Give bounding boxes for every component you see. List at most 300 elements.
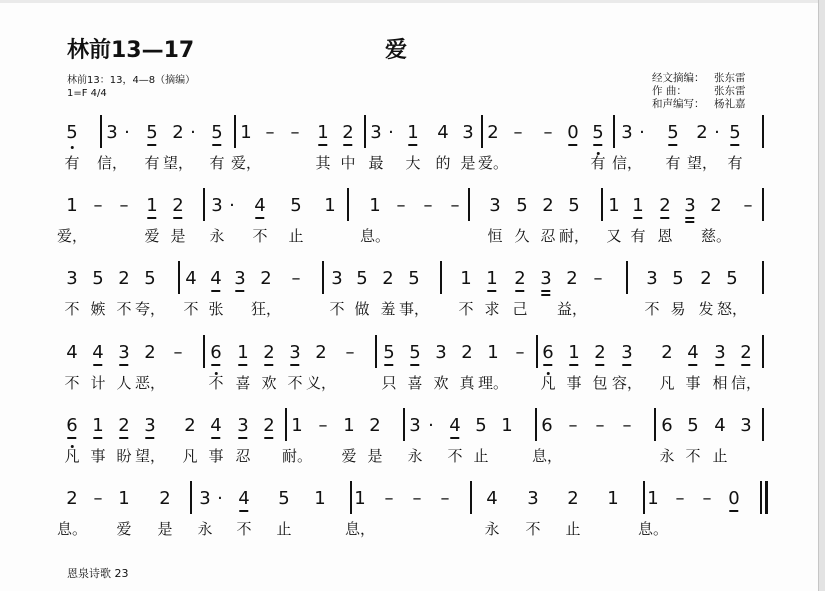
note: 6 — [210, 343, 221, 363]
underline-eighth — [67, 437, 76, 439]
note: 6 — [66, 416, 77, 436]
note: 1 — [460, 268, 472, 289]
underline-eighth — [410, 364, 419, 366]
note: 2 — [159, 488, 171, 509]
bar-line — [762, 335, 764, 368]
lyrics-line — [0, 519, 760, 539]
note: · — [428, 415, 434, 436]
note: 2 — [740, 343, 751, 363]
bar-line — [613, 115, 615, 148]
note: – — [290, 122, 300, 143]
bar-line — [643, 481, 645, 514]
lyric-syllable: 永 — [197, 520, 213, 538]
note: 5 — [92, 268, 104, 289]
bar-line — [535, 408, 537, 441]
bar-line — [654, 408, 656, 441]
underline-eighth — [145, 437, 154, 439]
bar-line — [760, 481, 762, 514]
note: 3 — [211, 195, 223, 216]
note: · — [124, 122, 130, 143]
lyric-syllable: 有 — [144, 154, 160, 172]
note: 5 — [667, 123, 678, 143]
note: 3 — [234, 269, 245, 289]
lyric-syllable: 息， — [531, 447, 563, 465]
note: 2 — [514, 269, 525, 289]
underline-eighth — [147, 217, 156, 219]
bar-line — [626, 261, 628, 294]
bar-line — [481, 115, 483, 148]
underline-eighth — [93, 437, 102, 439]
lyric-syllable: 止 — [712, 447, 728, 465]
underline-eighth — [593, 144, 602, 146]
note: 3 — [331, 268, 343, 289]
note: – — [568, 415, 578, 436]
lyric-syllable: 是 — [367, 447, 383, 465]
lyric-syllable: 欢 — [261, 374, 277, 392]
note: · — [217, 488, 223, 509]
underline-eighth — [633, 217, 642, 219]
lyric-syllable: 包 — [592, 374, 608, 392]
key-signature: 1=F 4/4 — [67, 88, 107, 99]
lyric-syllable: 望， — [162, 154, 194, 172]
lyric-syllable: 不 — [64, 300, 80, 318]
bar-line — [100, 115, 102, 148]
lyric-syllable: 事， — [398, 300, 430, 318]
note: – — [595, 415, 605, 436]
lyric-syllable: 不 — [525, 520, 541, 538]
note: 3 — [621, 343, 632, 363]
note: 3 — [527, 488, 539, 509]
note: 0 — [567, 123, 578, 143]
note: 1 — [317, 123, 328, 143]
lyric-syllable: 有 — [630, 227, 646, 245]
lyric-syllable: 止 — [473, 447, 489, 465]
lyric-syllable: 永 — [484, 520, 500, 538]
note: 5 — [290, 195, 302, 216]
note: 3 — [740, 415, 752, 436]
note: 4 — [185, 268, 197, 289]
bar-line — [285, 408, 287, 441]
lyric-syllable: 中 — [340, 154, 356, 172]
note: 2 — [263, 416, 274, 436]
lyric-syllable: 喜 — [407, 374, 423, 392]
note: 6 — [542, 343, 553, 363]
bar-line — [470, 481, 472, 514]
lyrics-line — [0, 373, 760, 393]
note: 1 — [66, 195, 78, 216]
lyric-syllable: 只 — [381, 374, 397, 392]
lyric-syllable: 爱， — [230, 154, 262, 172]
bar-line — [403, 408, 405, 441]
lyric-syllable: 凡 — [540, 374, 556, 392]
note: 2 — [461, 342, 473, 363]
lyric-syllable: 嫉 — [90, 300, 106, 318]
note: 3 — [621, 122, 633, 143]
lyric-syllable: 羞 — [380, 300, 396, 318]
note: 1 — [324, 195, 336, 216]
bar-line — [203, 335, 205, 368]
note: 2 — [696, 122, 708, 143]
lyric-syllable: 望， — [134, 447, 166, 465]
lyric-syllable: 的 — [435, 154, 451, 172]
underline-eighth — [568, 144, 577, 146]
note: 4 — [486, 488, 498, 509]
credits — [652, 72, 802, 111]
lyric-syllable: 又 — [606, 227, 622, 245]
lyric-syllable: 不 — [329, 300, 345, 318]
note: 4 — [210, 269, 221, 289]
note: 5 — [211, 123, 222, 143]
underline-eighth — [384, 364, 393, 366]
lyric-syllable: 永 — [209, 227, 225, 245]
lyric-syllable: 忍 — [540, 227, 556, 245]
lyric-syllable: 久 — [514, 227, 530, 245]
note: 2 — [487, 122, 499, 143]
lyric-syllable: 忍 — [235, 447, 251, 465]
underline-eighth — [450, 437, 459, 439]
lyric-syllable: 凡 — [182, 447, 198, 465]
lyric-syllable: 有 — [590, 154, 606, 172]
lyric-syllable: 止 — [276, 520, 292, 538]
lyric-syllable: 是 — [460, 154, 476, 172]
lyrics-line — [0, 153, 760, 173]
note: 1 — [501, 415, 513, 436]
underline-eighth — [119, 437, 128, 439]
underline-eighth — [569, 364, 578, 366]
underline-eighth — [238, 437, 247, 439]
lyric-syllable: 不 — [116, 300, 132, 318]
note: – — [743, 195, 753, 216]
lyric-syllable: 求 — [484, 300, 500, 318]
note: 1 — [608, 195, 620, 216]
note: 3 — [289, 343, 300, 363]
underline-eighth — [318, 144, 327, 146]
note: 1 — [237, 343, 248, 363]
lyric-syllable: 不 — [685, 447, 701, 465]
note: 2 — [659, 196, 670, 216]
underline-eighth — [685, 217, 694, 219]
note: 4 — [449, 416, 460, 436]
note: 2 — [369, 415, 381, 436]
lyric-syllable: 狂， — [250, 300, 282, 318]
lyric-syllable: 有 — [64, 154, 80, 172]
note: 4 — [92, 343, 103, 363]
note: 3 — [435, 342, 447, 363]
lyric-syllable: 有 — [209, 154, 225, 172]
note: – — [543, 122, 553, 143]
bar-line — [440, 261, 442, 294]
underline-eighth — [93, 364, 102, 366]
bar-line — [762, 115, 764, 148]
lyric-syllable: 永 — [659, 447, 675, 465]
lyric-syllable: 盼 — [116, 447, 132, 465]
lyric-syllable: 不 — [208, 374, 224, 392]
underline-eighth — [729, 510, 738, 512]
note: 1 — [354, 488, 366, 509]
note: 1 — [407, 123, 418, 143]
note: 5 — [144, 268, 156, 289]
lyric-syllable: 喜 — [235, 374, 251, 392]
lyric-syllable: 止 — [565, 520, 581, 538]
lyric-syllable: 事 — [566, 374, 582, 392]
note: – — [318, 415, 328, 436]
lyrics-line — [0, 446, 760, 466]
underline-eighth — [264, 364, 273, 366]
note: 1 — [647, 488, 659, 509]
note: – — [119, 195, 129, 216]
note: 2 — [172, 122, 184, 143]
note: 2 — [260, 268, 272, 289]
lyric-syllable: 不 — [183, 300, 199, 318]
note: 4 — [687, 343, 698, 363]
note: 0 — [728, 489, 739, 509]
underline-eighth — [238, 364, 247, 366]
underline-eighth — [741, 364, 750, 366]
note: 2 — [172, 196, 183, 216]
note: – — [345, 342, 355, 363]
note: 1 — [486, 269, 497, 289]
note: – — [173, 342, 183, 363]
lyric-syllable: 己 — [512, 300, 528, 318]
note: 5 — [672, 268, 684, 289]
song-reference-title: 林前13—17 — [67, 38, 195, 63]
note: 2 — [263, 343, 274, 363]
lyric-syllable: 耐， — [558, 227, 590, 245]
note: 3 — [409, 415, 421, 436]
note: 5 — [475, 415, 487, 436]
note: 2 — [710, 195, 722, 216]
note: 1 — [369, 195, 381, 216]
note: 1 — [146, 196, 157, 216]
note: 2 — [382, 268, 394, 289]
footer-caption: 恩泉诗歌 23 — [67, 567, 129, 580]
underline-eighth — [119, 364, 128, 366]
note: 5 — [278, 488, 290, 509]
lyric-syllable: 不 — [447, 447, 463, 465]
underline-eighth — [487, 290, 496, 292]
note: 2 — [118, 416, 129, 436]
note: 1 — [343, 415, 355, 436]
note: 5 — [66, 123, 77, 143]
bar-line — [350, 481, 352, 514]
note: – — [265, 122, 275, 143]
note: 5 — [383, 343, 394, 363]
lyric-syllable: 爱。 — [477, 154, 509, 172]
lyric-syllable: 止 — [288, 227, 304, 245]
lyric-syllable: 事 — [208, 447, 224, 465]
bar-line — [468, 188, 470, 221]
note: – — [396, 195, 406, 216]
note: 5 — [592, 123, 603, 143]
scripture-source: 林前13：13，4—8（摘编） — [67, 75, 196, 86]
note: 2 — [567, 488, 579, 509]
bar-line — [178, 261, 180, 294]
note: – — [384, 488, 394, 509]
credit-composer: 作 曲： 张东雷 — [652, 85, 746, 97]
underline-eighth — [212, 144, 221, 146]
lyric-syllable: 凡 — [64, 447, 80, 465]
bar-line — [375, 335, 377, 368]
lyric-syllable: 有 — [665, 154, 681, 172]
underline-eighth — [660, 217, 669, 219]
lyric-syllable: 有 — [727, 154, 743, 172]
note: 3 — [144, 416, 155, 436]
note: 3 — [199, 488, 211, 509]
underline-sixteenth — [685, 221, 694, 223]
lyric-syllable: 望， — [686, 154, 718, 172]
bar-line — [347, 188, 349, 221]
note: 3 — [370, 122, 382, 143]
window-top-edge — [0, 0, 825, 3]
note: · — [639, 122, 645, 143]
lyric-syllable: 怒， — [716, 300, 748, 318]
lyric-syllable: 恶， — [134, 374, 166, 392]
note: 1 — [568, 343, 579, 363]
note: – — [593, 268, 603, 289]
lyrics-line — [0, 299, 760, 319]
lyric-syllable: 不 — [252, 227, 268, 245]
note: 2 — [184, 415, 196, 436]
underline-eighth — [541, 290, 550, 292]
note: 5 — [516, 195, 528, 216]
lyric-syllable: 凡 — [659, 374, 675, 392]
lyric-syllable: 事 — [685, 374, 701, 392]
note: 6 — [661, 415, 673, 436]
lyric-syllable: 息。 — [56, 520, 88, 538]
bar-line — [762, 261, 764, 294]
note: 2 — [542, 195, 554, 216]
note: 3 — [684, 196, 695, 216]
note: 2 — [594, 343, 605, 363]
underline-eighth — [715, 364, 724, 366]
note: 3 — [714, 343, 725, 363]
note: 3 — [462, 122, 474, 143]
note: 5 — [146, 123, 157, 143]
lyric-syllable: 慈。 — [700, 227, 732, 245]
note: 2 — [118, 268, 130, 289]
note: – — [450, 195, 460, 216]
note: – — [675, 488, 685, 509]
final-bar-line — [765, 481, 768, 514]
lyrics-line — [0, 226, 760, 246]
underline-eighth — [211, 364, 220, 366]
note: 2 — [144, 342, 156, 363]
note: 4 — [254, 196, 265, 216]
note: – — [412, 488, 422, 509]
lyric-syllable: 张 — [208, 300, 224, 318]
note: 3 — [118, 343, 129, 363]
underline-eighth — [264, 437, 273, 439]
underline-eighth — [688, 364, 697, 366]
note: – — [93, 195, 103, 216]
lyric-syllable: 人 — [116, 374, 132, 392]
note: 3 — [540, 269, 551, 289]
lyric-syllable: 真 — [459, 374, 475, 392]
lyric-syllable: 不 — [644, 300, 660, 318]
window-scrollbar[interactable] — [818, 0, 825, 591]
note: 1 — [291, 415, 303, 436]
note: 4 — [714, 415, 726, 436]
underline-eighth — [343, 144, 352, 146]
note: 4 — [210, 416, 221, 436]
lyric-syllable: 做 — [354, 300, 370, 318]
underline-eighth — [408, 144, 417, 146]
credit-harmony: 和声编写： 杨礼嘉 — [652, 98, 746, 110]
note: 2 — [315, 342, 327, 363]
lyric-syllable: 义， — [305, 374, 337, 392]
underline-eighth — [730, 144, 739, 146]
lyric-syllable: 耐。 — [281, 447, 313, 465]
note: – — [622, 415, 632, 436]
note: – — [423, 195, 433, 216]
bar-line — [601, 188, 603, 221]
underline-eighth — [211, 290, 220, 292]
lyric-syllable: 爱 — [341, 447, 357, 465]
lyric-syllable: 夸， — [134, 300, 166, 318]
lyric-syllable: 理。 — [477, 374, 509, 392]
note: · — [190, 122, 196, 143]
underline-eighth — [211, 437, 220, 439]
note: 5 — [568, 195, 580, 216]
underline-eighth — [173, 217, 182, 219]
note: · — [388, 122, 394, 143]
note: 1 — [607, 488, 619, 509]
underline-eighth — [290, 364, 299, 366]
lyric-syllable: 容， — [611, 374, 643, 392]
song-title: 爱 — [385, 38, 408, 63]
note: 5 — [687, 415, 699, 436]
note: 2 — [700, 268, 712, 289]
lyric-syllable: 信， — [611, 154, 643, 172]
underline-sixteenth — [541, 294, 550, 296]
underline-eighth — [147, 144, 156, 146]
lyric-syllable: 恩 — [657, 227, 673, 245]
lyric-syllable: 息， — [344, 520, 376, 538]
lyric-syllable: 大 — [405, 154, 421, 172]
lyric-syllable: 爱， — [56, 227, 88, 245]
note: – — [515, 342, 525, 363]
note: 1 — [314, 488, 326, 509]
note: – — [291, 268, 301, 289]
lyric-syllable: 发 — [698, 300, 714, 318]
underline-eighth — [235, 290, 244, 292]
lyric-syllable: 易 — [670, 300, 686, 318]
credit-lyrics: 经文摘编： 张东雷 — [652, 72, 746, 84]
note: 3 — [106, 122, 118, 143]
lyric-syllable: 计 — [90, 374, 106, 392]
note: 5 — [729, 123, 740, 143]
note: 1 — [632, 196, 643, 216]
lyric-syllable: 息。 — [359, 227, 391, 245]
lyric-syllable: 不 — [458, 300, 474, 318]
note: – — [93, 488, 103, 509]
note: – — [513, 122, 523, 143]
lyric-syllable: 爱 — [144, 227, 160, 245]
note: 4 — [66, 342, 78, 363]
bar-line — [234, 115, 236, 148]
lyric-syllable: 不 — [236, 520, 252, 538]
note: 1 — [487, 342, 499, 363]
note: – — [440, 488, 450, 509]
note: 5 — [408, 268, 420, 289]
underline-eighth — [515, 290, 524, 292]
note: 4 — [437, 122, 449, 143]
lyric-syllable: 欢 — [433, 374, 449, 392]
lyric-syllable: 是 — [170, 227, 186, 245]
bar-line — [762, 188, 764, 221]
lyric-syllable: 相 — [712, 374, 728, 392]
underline-eighth — [239, 510, 248, 512]
